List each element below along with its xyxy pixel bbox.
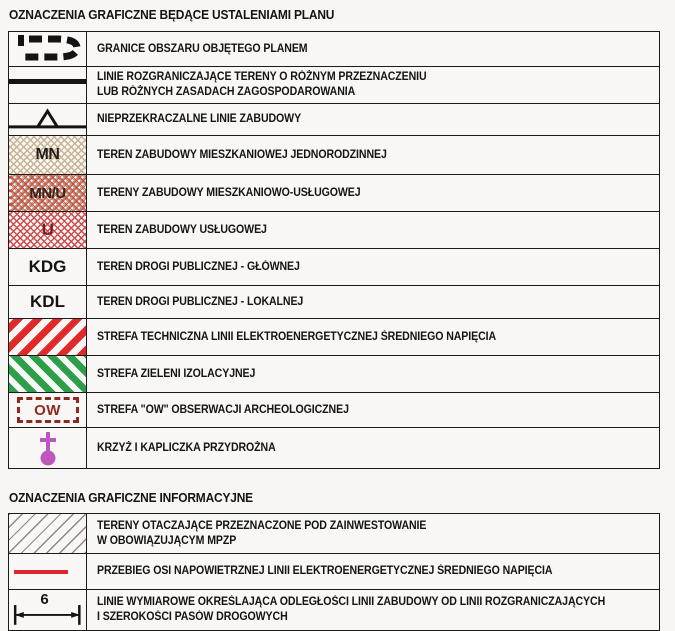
section-title-plan-text: OZNACZENIA GRAFICZNE BĘDĄCE USTALENIAMI PLANU	[9, 7, 335, 22]
row-description	[87, 319, 659, 355]
dividing-line-symbol	[9, 67, 87, 103]
legend-row-surrounding-areas	[9, 514, 659, 554]
row-description	[87, 393, 659, 427]
zone-code-u: U	[41, 220, 54, 239]
row-description	[87, 514, 659, 553]
row-description	[87, 67, 659, 103]
surrounding-areas-swatch	[9, 514, 87, 553]
row-label: STREFA ZIELENI IZOLACYJNEJ	[97, 367, 256, 380]
zone-code-ow: OW	[34, 401, 61, 419]
legend-table-plan	[8, 31, 660, 469]
building-limit-line-symbol	[9, 104, 87, 135]
legend-row-green-strip	[9, 356, 659, 393]
plan-area-boundary-symbol	[9, 32, 87, 66]
row-label: TEREN DROGI PUBLICZNEJ - LOKALNEJ	[97, 295, 304, 308]
row-label: STREFA "OW" OBSERWACJI ARCHEOLOGICZNEJ	[97, 403, 349, 416]
setback-triangle-icon	[9, 105, 86, 135]
row-description	[87, 286, 659, 318]
zone-code-kdl: KDL	[30, 292, 65, 311]
dimension-value: 6	[40, 591, 49, 608]
boundary-dashed-icon	[11, 34, 85, 64]
legend-row-power-line	[9, 554, 659, 590]
row-label: TERENY ZABUDOWY MIESZKANIOWO-USŁUGOWEJ	[97, 186, 361, 199]
zone-swatch-ow	[9, 393, 87, 427]
zone-code-mn: MN	[35, 146, 60, 163]
row-label: GRANICE OBSZARU OBJĘTEGO PLANEM	[97, 42, 308, 55]
zone-swatch-mnu	[9, 175, 87, 211]
row-label-line2: LUB RÓŻNYCH ZASADACH ZAGOSPODAROWANIA	[97, 86, 356, 98]
section-title-info-text: OZNACZENIA GRAFICZNE INFORMACYJNE	[9, 490, 253, 505]
technical-strip-swatch	[9, 319, 87, 355]
row-description	[87, 428, 659, 468]
row-description	[87, 104, 659, 135]
row-description	[87, 356, 659, 392]
zone-swatch-kdl	[9, 286, 87, 318]
zone-swatch-u	[9, 212, 87, 248]
row-label: TEREN DROGI PUBLICZNEJ - GŁÓWNEJ	[97, 260, 300, 273]
ow-dashed-box-icon	[17, 397, 79, 423]
row-label: TERENY OTACZAJĄCE PRZEZNACZONE POD ZAINWESTOWANIE	[97, 519, 427, 532]
row-description	[87, 590, 659, 630]
power-line-icon	[14, 570, 68, 574]
section-title-info	[9, 490, 667, 505]
legend-row-mnu	[9, 175, 659, 212]
legend-row-u	[9, 212, 659, 249]
legend-row-cross	[9, 428, 659, 468]
cross-chapel-icon	[34, 429, 62, 467]
dimension-line-symbol	[9, 590, 87, 630]
green-strip-swatch	[9, 356, 87, 392]
row-label: KRZYŻ I KAPLICZKA PRZYDROŻNA	[97, 441, 276, 454]
row-label: TEREN ZABUDOWY MIESZKANIOWEJ JEDNORODZINNEJ	[97, 148, 387, 161]
row-description	[87, 136, 659, 174]
legend-row-technical-strip	[9, 319, 659, 356]
zone-swatch-mn	[9, 136, 87, 174]
row-description	[87, 212, 659, 248]
row-label: STREFA TECHNICZNA LINII ELEKTROENERGETYCZNEJ ŚREDNIEGO NAPIĘCIA	[97, 330, 497, 343]
zone-swatch-kdg	[9, 249, 87, 285]
row-description	[87, 32, 659, 66]
legend-row-kdg	[9, 249, 659, 286]
row-description	[87, 554, 659, 589]
section-title-plan	[9, 7, 667, 22]
row-description	[87, 175, 659, 211]
row-label: TEREN ZABUDOWY USŁUGOWEJ	[97, 223, 267, 236]
legend-row-dividing-lines	[9, 67, 659, 104]
legend-table-info	[8, 513, 660, 631]
zone-code-mnu: MN/U	[29, 184, 66, 202]
legend-row-kdl	[9, 286, 659, 319]
row-label: NIEPRZEKRACZALNE LINIE ZABUDOWY	[97, 113, 302, 125]
legend-row-mn	[9, 136, 659, 175]
roadside-cross-symbol	[9, 428, 87, 468]
legend-row-building-line	[9, 104, 659, 136]
row-label: PRZEBIEG OSI NAPOWIETRZNEJ LINII ELEKTROENERGETYCZNEJ ŚREDNIEGO NAPIĘCIA	[97, 565, 553, 577]
row-label: LINIE WYMIAROWE OKREŚLAJĄCA ODLEGŁOŚCI LINII ZABUDOWY OD LINII ROZGRANICZAJĄCYCH	[97, 596, 606, 608]
zone-code-kdg: KDG	[28, 257, 67, 276]
row-label-line2: W OBOWIĄZUJĄCYM MPZP	[97, 534, 237, 547]
row-description	[87, 249, 659, 285]
legend-row-ow	[9, 393, 659, 428]
thick-line-icon	[9, 79, 86, 84]
legend-row-boundary	[9, 32, 659, 67]
legend-row-dimension-line	[9, 590, 659, 630]
row-label: LINIE ROZGRANICZAJĄCE TERENY O RÓŻNYM PRZEZNACZENIU	[97, 71, 427, 83]
row-label-line2: I SZEROKOŚCI PASÓW DROGOWYCH	[97, 611, 288, 623]
power-line-symbol	[9, 554, 87, 589]
